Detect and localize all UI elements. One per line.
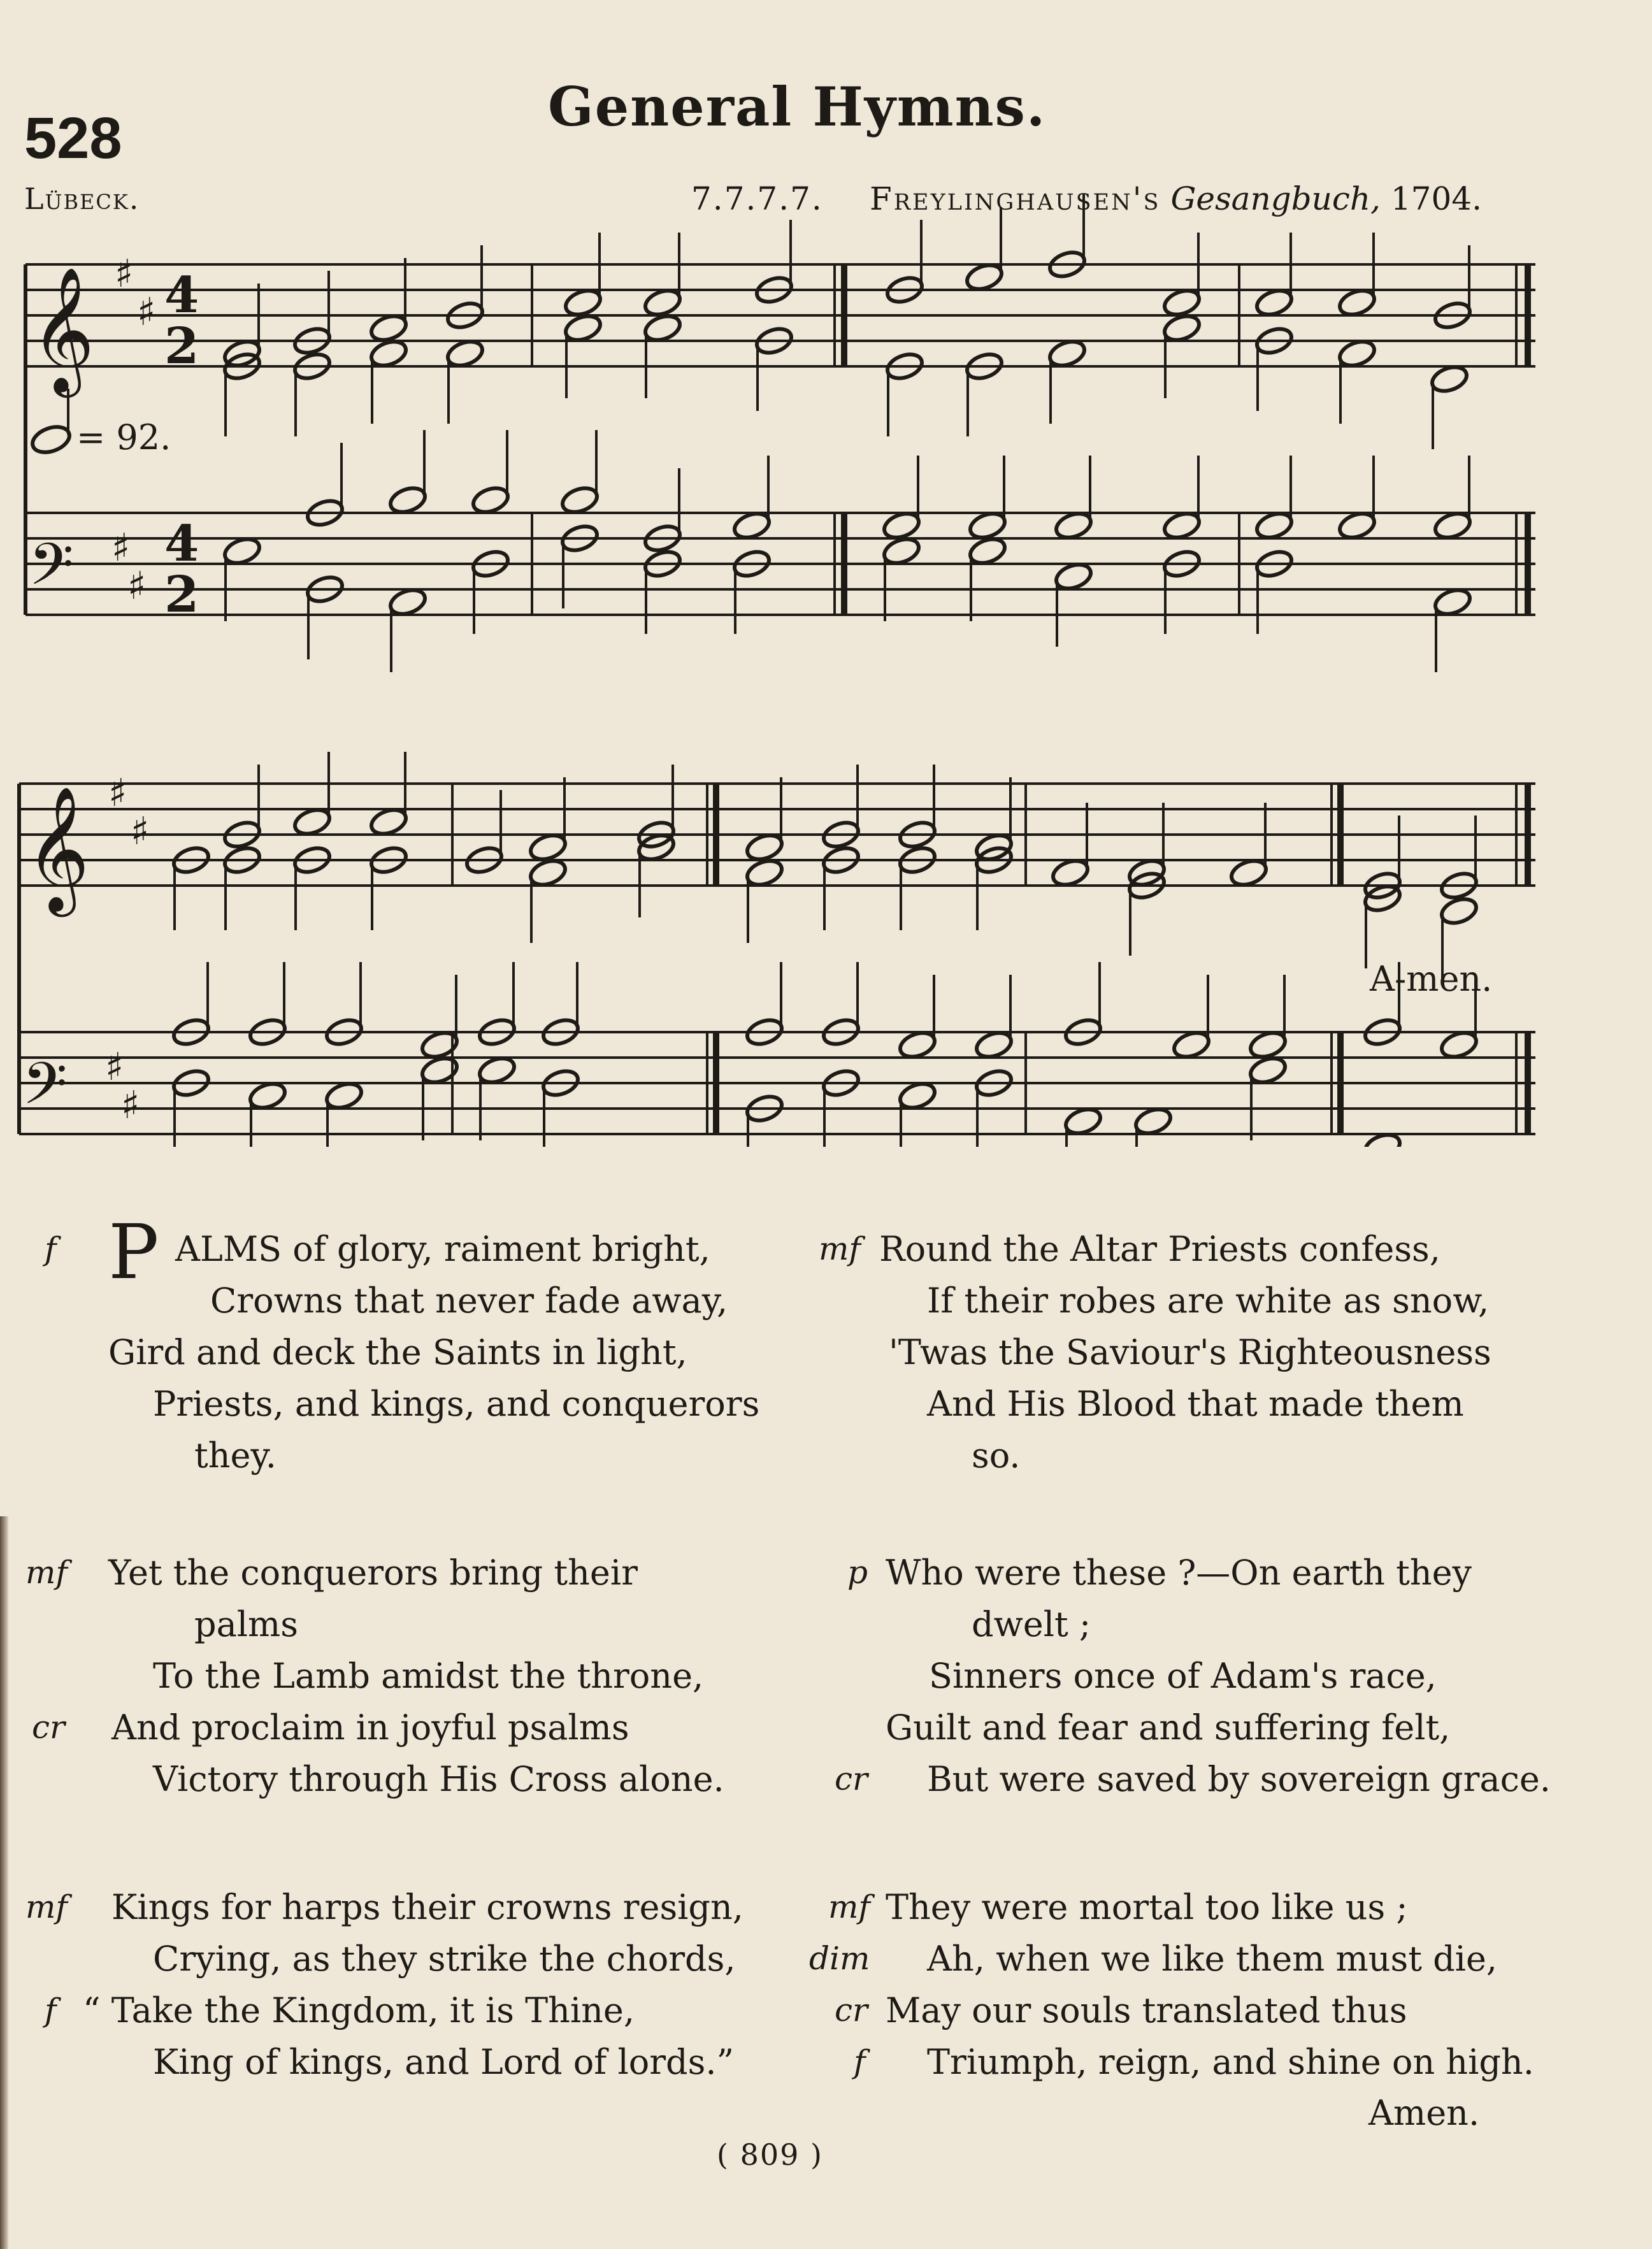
note-head [881,535,922,567]
time-signature-top: 4 [164,266,199,324]
verse-1 [45,1208,760,1481]
note-head [559,484,600,516]
verse-6 [809,1881,1534,2088]
verse-3 [25,1547,724,1805]
note-head [1432,509,1473,542]
amen-end: Amen. [1368,2093,1480,2133]
note-head [744,831,785,863]
verse-line: If their robes are white as snow, [927,1281,1490,1321]
note-head [1053,509,1094,542]
verse-line: Who were these ?—On earth they [886,1553,1472,1593]
note-head [1439,895,1479,927]
sharp-icon: ♯ [108,771,127,816]
note-head [967,535,1008,567]
verse-line: Guilt and fear and suffering felt, [886,1707,1451,1748]
note-head [528,831,568,863]
verse-4 [835,1547,1551,1805]
note-head [1228,856,1269,889]
note-head [642,286,683,319]
note-head [1337,509,1377,542]
time-signature-bottom: 2 [164,566,199,624]
note-head [1161,509,1202,542]
note-head [563,312,603,344]
bass-clef-icon: 𝄢 [22,1050,68,1132]
verse-line: 'Twas the Saviour's Righteousness [889,1332,1491,1372]
note-head [642,312,683,344]
note-head [292,805,333,838]
sharp-icon: ♯ [137,290,156,334]
note-head [477,1054,517,1086]
note-head [1247,1054,1288,1086]
time-signature-bottom: 2 [164,317,199,375]
verse-line: Triumph, reign, and shine on high. [927,2042,1534,2082]
verse-2 [819,1223,1491,1481]
verse-line: And His Blood that made them [927,1384,1464,1424]
sharp-icon: ♯ [111,526,131,570]
treble-clef-icon: 𝄞 [25,786,90,912]
sharp-icon: ♯ [105,1045,124,1089]
verse-line: Ah, when we like them must die, [927,1939,1498,1979]
sharp-icon: ♯ [131,809,150,854]
note-head [1161,312,1202,344]
note-head [973,1028,1014,1061]
note-head [1050,856,1091,889]
note-head [1337,337,1377,370]
sharp-icon: ♯ [127,564,147,608]
verse-line: “ Take the Kingdom, it is Thine, [83,1990,635,2030]
verse-line: And proclaim in joyful psalms [111,1707,629,1748]
system-1-bass-staff [25,513,1535,615]
verse-line: Priests, and kings, and conquerors [153,1384,760,1424]
note-head [419,1054,460,1086]
note-head [1247,1028,1288,1061]
note-head [1047,337,1088,370]
dynamic-mark: mf [25,1888,68,1925]
system-2-bass-staff [19,1032,1535,1134]
note-head [247,1079,288,1112]
dynamic-mark: f [45,1992,57,2029]
verse-line: ALMS of glory, raiment bright, [175,1229,710,1269]
note-head [1439,1028,1479,1061]
note-head [1429,363,1470,395]
verse-line: But were saved by sovereign grace. [927,1759,1551,1799]
note-head [1063,1105,1103,1137]
verse-line: To the Lamb amidst the throne, [153,1656,704,1696]
note-head [1254,286,1295,319]
note-head [1133,1105,1174,1137]
page-edge-shadow [0,1516,9,2249]
note-head [1171,1028,1212,1061]
note-head [563,286,603,319]
dynamic-mark: mf [828,1888,870,1925]
dynamic-mark: cr [835,1760,868,1797]
dynamic-mark: cr [32,1709,65,1746]
note-head [368,805,409,838]
verse-line: dwelt ; [972,1604,1091,1644]
dynamic-mark: mf [819,1230,861,1267]
dynamic-mark: cr [835,1992,868,2029]
note-head [897,1079,938,1112]
note-head [387,586,428,618]
verse-line: Crowns that never fade away, [210,1281,728,1321]
tune-name: Lübeck. [24,182,140,216]
sharp-icon: ♯ [121,1083,140,1128]
note-head [1432,586,1473,618]
verse-line: Crying, as they strike the chords, [153,1939,736,1979]
note-heads [171,194,1479,1147]
verse-line: Victory through His Cross alone. [153,1759,724,1799]
bass-clef-icon: 𝄢 [29,531,74,612]
sharp-icon: ♯ [115,252,134,296]
source-year: 1704. [1390,180,1483,217]
note-head [368,312,409,344]
verse-line: King of kings, and Lord of lords.” [153,2042,735,2082]
note-head [1337,286,1377,319]
note-head [881,509,922,542]
section-title: General Hymns. [548,75,1047,138]
verse-line: Sinners once of Adam's race, [929,1656,1437,1696]
tempo-number: = 92. [76,417,171,457]
note-head [964,261,1005,293]
time-signature-top: 4 [164,515,199,573]
verse-line: they. [194,1435,277,1476]
source-composer: Freylinghausen's [870,180,1161,217]
tempo-marking [29,389,171,457]
note-head [967,509,1008,542]
meter: 7.7.7.7. [691,180,823,217]
note-head [368,337,409,370]
source-book: Gesangbuch, [1170,180,1381,217]
verse-5 [25,1881,743,2088]
dynamic-mark: dim [809,1940,870,1977]
page-number: ( 809 ) [717,2138,823,2172]
note-head [731,509,772,542]
note-head [1053,560,1094,593]
verse-line: May our souls translated thus [886,1990,1407,2030]
verse-line: Gird and deck the Saints in light, [108,1332,687,1372]
note-head [419,1028,460,1061]
note-head [897,1028,938,1061]
note-head [528,856,568,889]
verse-line: palms [194,1604,298,1644]
note-head [1254,509,1295,542]
verse-line: They were mortal too like us ; [886,1887,1408,1927]
verse-line: so. [972,1435,1021,1476]
verse-line: Round the Altar Priests confess, [879,1229,1440,1269]
note-head [445,337,485,370]
note-head [324,1079,364,1112]
note-head [1161,286,1202,319]
note-head [222,535,262,567]
verse-line: Yet the conquerors bring their [108,1553,638,1593]
dynamic-mark: f [45,1230,57,1267]
note-head [470,484,511,516]
dynamic-mark: mf [25,1554,68,1591]
dynamic-mark: p [847,1554,868,1591]
verse-line: Kings for harps their crowns resign, [111,1887,743,1927]
note-head [387,484,428,516]
hymn-number: 528 [24,106,122,171]
dynamic-mark: f [854,2043,866,2080]
note-head [744,856,785,889]
treble-clef-icon: 𝄞 [31,266,95,392]
drop-cap: P [108,1208,159,1296]
amen-label: A-men. [1370,959,1493,999]
